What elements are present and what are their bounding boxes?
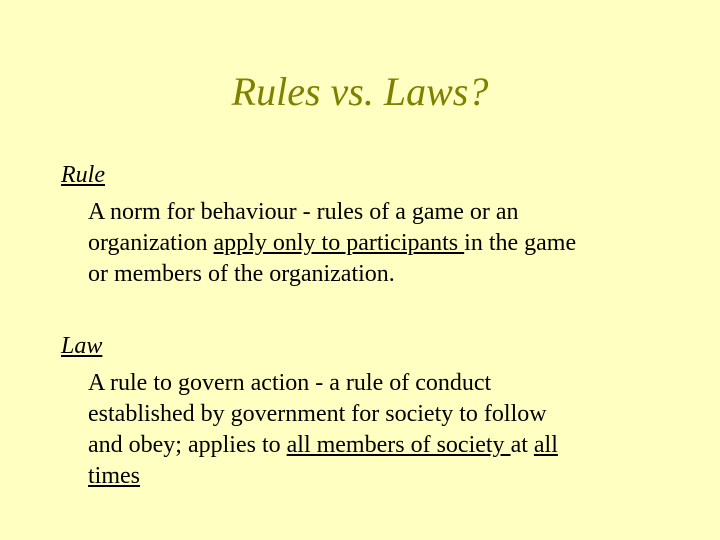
underlined-phrase: times [88, 463, 140, 489]
underlined-phrase: apply only to participants [213, 230, 465, 256]
text-run: at [510, 432, 534, 458]
text-run: A rule to govern action - a rule of conduct [88, 370, 492, 396]
term-law: Law [61, 333, 103, 359]
definition-rule [88, 197, 688, 290]
definition-line [88, 368, 688, 399]
definition-line [88, 399, 688, 430]
term-rule: Rule [61, 162, 105, 188]
text-run: established by government for society to follow [88, 401, 547, 427]
text-run: A norm for behaviour - rules of a game or an [88, 199, 519, 225]
definition-line [88, 430, 688, 461]
text-run: organization [88, 230, 214, 256]
underlined-phrase: all members of society [286, 432, 511, 458]
slide-title: Rules vs. Laws? [231, 69, 489, 114]
text-run: in the game [464, 230, 577, 256]
text-run: or members of the organization. [88, 261, 395, 287]
definition-law [88, 368, 688, 492]
definition-line [88, 197, 688, 228]
definition-line [88, 259, 688, 290]
text-run: and obey; applies to [88, 432, 287, 458]
definition-line [88, 228, 688, 259]
definition-line [88, 461, 688, 492]
underlined-phrase: all [533, 432, 558, 458]
